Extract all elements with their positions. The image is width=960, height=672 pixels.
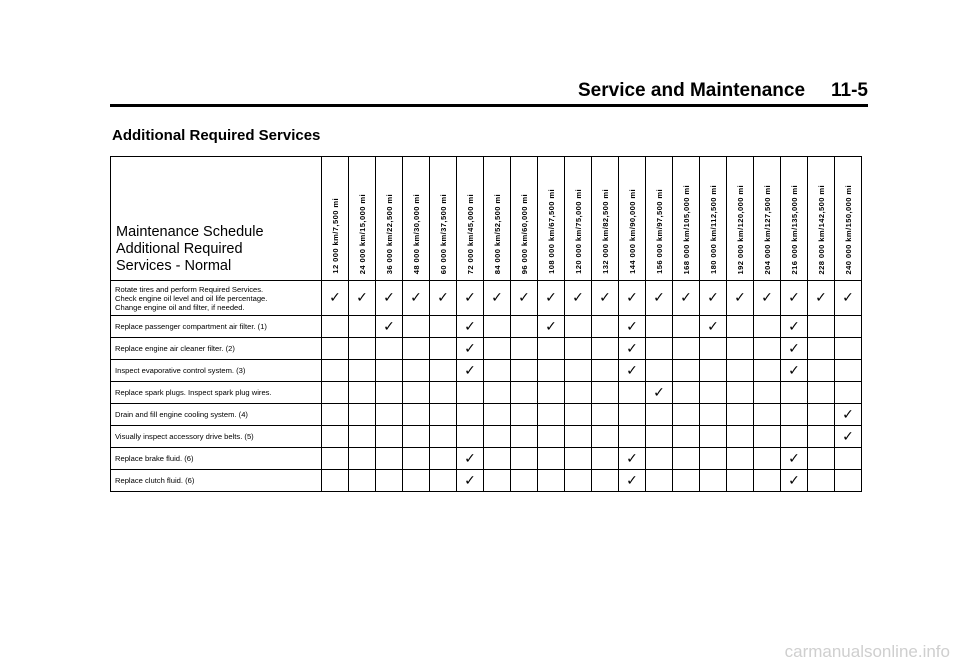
schedule-cell bbox=[538, 360, 565, 382]
service-label: Replace engine air cleaner filter. (2) bbox=[111, 338, 322, 360]
schedule-cell bbox=[565, 281, 592, 316]
checkmark-icon: ✓ bbox=[788, 472, 800, 489]
interval-column-header bbox=[619, 157, 646, 281]
schedule-cell bbox=[619, 338, 646, 360]
schedule-cell bbox=[322, 382, 349, 404]
schedule-cell bbox=[700, 426, 727, 448]
schedule-cell bbox=[808, 316, 835, 338]
schedule-cell bbox=[592, 404, 619, 426]
page-header bbox=[578, 80, 868, 104]
schedule-cell bbox=[754, 448, 781, 470]
table-row bbox=[111, 404, 862, 426]
interval-label: 228 000 km/142,500 mi bbox=[816, 184, 826, 274]
schedule-cell bbox=[376, 404, 403, 426]
schedule-cell bbox=[565, 448, 592, 470]
checkmark-icon: ✓ bbox=[383, 290, 395, 306]
schedule-cell bbox=[700, 338, 727, 360]
interval-label: 240 000 km/150,000 mi bbox=[843, 184, 853, 274]
interval-label: 24 000 km/15,000 mi bbox=[357, 193, 367, 274]
schedule-cell bbox=[430, 470, 457, 492]
checkmark-icon: ✓ bbox=[383, 318, 395, 335]
schedule-cell bbox=[727, 316, 754, 338]
schedule-cell bbox=[430, 426, 457, 448]
interval-label: 84 000 km/52,500 mi bbox=[492, 193, 502, 274]
service-label: Inspect evaporative control system. (3) bbox=[111, 360, 322, 382]
checkmark-icon: ✓ bbox=[356, 290, 368, 306]
interval-label: 60 000 km/37,500 mi bbox=[438, 193, 448, 274]
schedule-cell bbox=[619, 470, 646, 492]
schedule-cell bbox=[592, 382, 619, 404]
schedule-cell bbox=[808, 360, 835, 382]
interval-label: 48 000 km/30,000 mi bbox=[411, 193, 421, 274]
schedule-cell bbox=[835, 404, 862, 426]
checkmark-icon: ✓ bbox=[653, 290, 665, 306]
schedule-cell bbox=[376, 360, 403, 382]
table-row bbox=[111, 360, 862, 382]
schedule-cell bbox=[835, 316, 862, 338]
schedule-cell bbox=[781, 338, 808, 360]
checkmark-icon: ✓ bbox=[842, 428, 854, 445]
schedule-cell bbox=[484, 316, 511, 338]
schedule-cell bbox=[349, 426, 376, 448]
interval-column-header bbox=[673, 157, 700, 281]
schedule-cell bbox=[727, 426, 754, 448]
schedule-cell bbox=[322, 404, 349, 426]
schedule-cell bbox=[673, 448, 700, 470]
checkmark-icon: ✓ bbox=[464, 318, 476, 335]
schedule-cell bbox=[349, 316, 376, 338]
schedule-cell bbox=[754, 404, 781, 426]
schedule-cell bbox=[349, 382, 376, 404]
schedule-cell bbox=[457, 338, 484, 360]
schedule-cell bbox=[349, 338, 376, 360]
interval-column-header bbox=[349, 157, 376, 281]
interval-column-header bbox=[484, 157, 511, 281]
schedule-cell bbox=[349, 448, 376, 470]
schedule-cell bbox=[538, 470, 565, 492]
checkmark-icon: ✓ bbox=[761, 290, 773, 306]
schedule-cell bbox=[484, 360, 511, 382]
interval-label: 168 000 km/105,000 mi bbox=[681, 184, 691, 274]
service-label: Replace brake fluid. (6) bbox=[111, 448, 322, 470]
checkmark-icon: ✓ bbox=[410, 290, 422, 306]
schedule-cell bbox=[457, 316, 484, 338]
checkmark-icon: ✓ bbox=[464, 362, 476, 379]
interval-column-header bbox=[403, 157, 430, 281]
schedule-cell bbox=[619, 382, 646, 404]
interval-label: 72 000 km/45,000 mi bbox=[465, 193, 475, 274]
schedule-cell bbox=[457, 360, 484, 382]
schedule-cell bbox=[808, 281, 835, 316]
maintenance-schedule-table bbox=[110, 156, 862, 492]
checkmark-icon: ✓ bbox=[599, 290, 611, 306]
schedule-cell bbox=[646, 316, 673, 338]
checkmark-icon: ✓ bbox=[464, 450, 476, 467]
table-row bbox=[111, 316, 862, 338]
schedule-cell bbox=[754, 338, 781, 360]
schedule-cell bbox=[403, 360, 430, 382]
interval-label: 216 000 km/135,000 mi bbox=[789, 184, 799, 274]
table-row bbox=[111, 281, 862, 316]
checkmark-icon: ✓ bbox=[788, 290, 800, 306]
service-label: Replace clutch fluid. (6) bbox=[111, 470, 322, 492]
schedule-cell bbox=[619, 316, 646, 338]
schedule-cell bbox=[349, 404, 376, 426]
schedule-cell bbox=[538, 316, 565, 338]
schedule-cell bbox=[457, 470, 484, 492]
schedule-cell bbox=[808, 448, 835, 470]
schedule-cell bbox=[322, 360, 349, 382]
schedule-cell bbox=[538, 426, 565, 448]
schedule-cell bbox=[646, 338, 673, 360]
schedule-cell bbox=[754, 360, 781, 382]
schedule-cell bbox=[619, 404, 646, 426]
watermark: carmanualsonline.info bbox=[784, 642, 950, 661]
schedule-cell bbox=[457, 448, 484, 470]
schedule-cell bbox=[835, 448, 862, 470]
schedule-cell bbox=[619, 281, 646, 316]
schedule-cell bbox=[430, 316, 457, 338]
schedule-cell bbox=[565, 426, 592, 448]
schedule-cell bbox=[808, 382, 835, 404]
checkmark-icon: ✓ bbox=[842, 406, 854, 423]
interval-header-row bbox=[111, 157, 862, 281]
schedule-cell bbox=[484, 448, 511, 470]
interval-label: 36 000 km/22,500 mi bbox=[384, 193, 394, 274]
schedule-cell bbox=[403, 338, 430, 360]
schedule-cell bbox=[619, 448, 646, 470]
schedule-cell bbox=[511, 382, 538, 404]
schedule-cell bbox=[403, 281, 430, 316]
schedule-cell bbox=[835, 360, 862, 382]
checkmark-icon: ✓ bbox=[734, 290, 746, 306]
checkmark-icon: ✓ bbox=[518, 290, 530, 306]
schedule-cell bbox=[511, 281, 538, 316]
interval-label: 180 000 km/112,500 mi bbox=[708, 184, 718, 274]
checkmark-icon: ✓ bbox=[464, 290, 476, 306]
schedule-title: Maintenance Schedule Additional Required Services - Normal bbox=[116, 224, 264, 274]
schedule-cell bbox=[835, 281, 862, 316]
schedule-cell bbox=[376, 382, 403, 404]
schedule-cell bbox=[727, 281, 754, 316]
interval-column-header bbox=[538, 157, 565, 281]
checkmark-icon: ✓ bbox=[788, 318, 800, 335]
schedule-cell bbox=[349, 470, 376, 492]
schedule-cell bbox=[727, 448, 754, 470]
schedule-cell bbox=[322, 338, 349, 360]
interval-label: 144 000 km/90,000 mi bbox=[627, 189, 637, 274]
schedule-cell bbox=[457, 404, 484, 426]
schedule-cell bbox=[484, 382, 511, 404]
schedule-cell bbox=[619, 360, 646, 382]
schedule-cell bbox=[646, 470, 673, 492]
checkmark-icon: ✓ bbox=[491, 290, 503, 306]
schedule-cell bbox=[349, 281, 376, 316]
checkmark-icon: ✓ bbox=[545, 318, 557, 335]
schedule-cell bbox=[727, 338, 754, 360]
checkmark-icon: ✓ bbox=[626, 290, 638, 306]
schedule-cell bbox=[511, 426, 538, 448]
checkmark-icon: ✓ bbox=[707, 290, 719, 306]
schedule-cell bbox=[376, 338, 403, 360]
schedule-cell bbox=[781, 316, 808, 338]
section-title: Additional Required Services bbox=[112, 127, 321, 144]
table-row bbox=[111, 448, 862, 470]
interval-column-header bbox=[808, 157, 835, 281]
schedule-cell bbox=[754, 426, 781, 448]
schedule-cell bbox=[700, 382, 727, 404]
checkmark-icon: ✓ bbox=[788, 450, 800, 467]
chapter-title: Service and Maintenance bbox=[578, 80, 806, 101]
schedule-cell bbox=[835, 470, 862, 492]
checkmark-icon: ✓ bbox=[788, 362, 800, 379]
interval-column-header bbox=[727, 157, 754, 281]
schedule-cell bbox=[322, 281, 349, 316]
schedule-cell bbox=[700, 404, 727, 426]
interval-label: 12 000 km/7,500 mi bbox=[330, 198, 340, 274]
checkmark-icon: ✓ bbox=[626, 362, 638, 379]
schedule-cell bbox=[592, 338, 619, 360]
schedule-cell bbox=[727, 470, 754, 492]
interval-column-header bbox=[646, 157, 673, 281]
schedule-cell bbox=[376, 426, 403, 448]
schedule-cell bbox=[538, 448, 565, 470]
schedule-cell bbox=[673, 338, 700, 360]
header-rule bbox=[110, 104, 868, 107]
schedule-cell bbox=[592, 470, 619, 492]
schedule-cell bbox=[403, 426, 430, 448]
schedule-cell bbox=[646, 382, 673, 404]
checkmark-icon: ✓ bbox=[626, 340, 638, 357]
schedule-cell bbox=[646, 448, 673, 470]
schedule-cell bbox=[484, 338, 511, 360]
schedule-cell bbox=[376, 281, 403, 316]
schedule-cell bbox=[592, 448, 619, 470]
schedule-cell bbox=[727, 360, 754, 382]
schedule-cell bbox=[673, 470, 700, 492]
checkmark-icon: ✓ bbox=[464, 340, 476, 357]
page-number: 11-5 bbox=[831, 80, 868, 101]
schedule-cell bbox=[457, 382, 484, 404]
schedule-cell bbox=[511, 448, 538, 470]
schedule-cell bbox=[484, 404, 511, 426]
interval-label: 156 000 km/97,500 mi bbox=[654, 189, 664, 274]
schedule-cell bbox=[754, 316, 781, 338]
schedule-cell bbox=[673, 281, 700, 316]
schedule-cell bbox=[565, 470, 592, 492]
schedule-cell bbox=[592, 360, 619, 382]
table-corner-cell bbox=[111, 157, 322, 281]
schedule-cell bbox=[754, 382, 781, 404]
interval-column-header bbox=[565, 157, 592, 281]
schedule-cell bbox=[673, 360, 700, 382]
schedule-cell bbox=[457, 426, 484, 448]
schedule-cell bbox=[781, 404, 808, 426]
schedule-cell bbox=[484, 426, 511, 448]
checkmark-icon: ✓ bbox=[626, 318, 638, 335]
service-label: Rotate tires and perform Required Services. Check engine oil level and oil life percentage. Change engine oil and filter, if needed. bbox=[111, 281, 322, 316]
schedule-cell bbox=[430, 404, 457, 426]
schedule-cell bbox=[376, 470, 403, 492]
schedule-cell bbox=[403, 316, 430, 338]
checkmark-icon: ✓ bbox=[437, 290, 449, 306]
schedule-cell bbox=[781, 281, 808, 316]
schedule-cell bbox=[457, 281, 484, 316]
interval-label: 108 000 km/67,500 mi bbox=[546, 189, 556, 274]
schedule-cell bbox=[646, 404, 673, 426]
schedule-cell bbox=[565, 382, 592, 404]
schedule-cell bbox=[322, 448, 349, 470]
interval-column-header bbox=[457, 157, 484, 281]
schedule-cell bbox=[538, 338, 565, 360]
checkmark-icon: ✓ bbox=[707, 318, 719, 335]
table-row bbox=[111, 470, 862, 492]
checkmark-icon: ✓ bbox=[329, 290, 341, 306]
schedule-cell bbox=[565, 404, 592, 426]
interval-column-header bbox=[592, 157, 619, 281]
checkmark-icon: ✓ bbox=[626, 450, 638, 467]
interval-column-header bbox=[322, 157, 349, 281]
checkmark-icon: ✓ bbox=[464, 472, 476, 489]
checkmark-icon: ✓ bbox=[815, 290, 827, 306]
schedule-cell bbox=[781, 382, 808, 404]
interval-label: 204 000 km/127,500 mi bbox=[762, 184, 772, 274]
schedule-cell bbox=[781, 448, 808, 470]
schedule-cell bbox=[727, 382, 754, 404]
schedule-cell bbox=[484, 470, 511, 492]
schedule-cell bbox=[808, 470, 835, 492]
interval-label: 132 000 km/82,500 mi bbox=[600, 189, 610, 274]
schedule-cell bbox=[592, 426, 619, 448]
interval-column-header bbox=[781, 157, 808, 281]
schedule-cell bbox=[403, 448, 430, 470]
schedule-cell bbox=[511, 338, 538, 360]
schedule-cell bbox=[538, 404, 565, 426]
schedule-cell bbox=[673, 382, 700, 404]
interval-column-header bbox=[430, 157, 457, 281]
schedule-cell bbox=[322, 316, 349, 338]
schedule-cell bbox=[511, 470, 538, 492]
schedule-cell bbox=[376, 448, 403, 470]
schedule-cell bbox=[511, 316, 538, 338]
table-row bbox=[111, 426, 862, 448]
schedule-cell bbox=[538, 382, 565, 404]
schedule-cell bbox=[700, 316, 727, 338]
schedule-cell bbox=[646, 360, 673, 382]
service-label: Visually inspect accessory drive belts. (5) bbox=[111, 426, 322, 448]
schedule-cell bbox=[781, 360, 808, 382]
schedule-cell bbox=[646, 426, 673, 448]
interval-column-header bbox=[835, 157, 862, 281]
interval-label: 120 000 km/75,000 mi bbox=[573, 189, 583, 274]
schedule-cell bbox=[430, 382, 457, 404]
checkmark-icon: ✓ bbox=[788, 340, 800, 357]
schedule-cell bbox=[646, 281, 673, 316]
interval-column-header bbox=[754, 157, 781, 281]
schedule-cell bbox=[673, 316, 700, 338]
schedule-cell bbox=[538, 281, 565, 316]
schedule-cell bbox=[430, 360, 457, 382]
schedule-cell bbox=[673, 404, 700, 426]
interval-column-header bbox=[700, 157, 727, 281]
schedule-cell bbox=[565, 360, 592, 382]
schedule-cell bbox=[430, 448, 457, 470]
schedule-cell bbox=[700, 448, 727, 470]
schedule-cell bbox=[430, 281, 457, 316]
schedule-cell bbox=[430, 338, 457, 360]
schedule-cell bbox=[700, 470, 727, 492]
interval-column-header bbox=[511, 157, 538, 281]
interval-label: 192 000 km/120,000 mi bbox=[735, 184, 745, 274]
schedule-cell bbox=[808, 404, 835, 426]
checkmark-icon: ✓ bbox=[680, 290, 692, 306]
schedule-cell bbox=[592, 316, 619, 338]
checkmark-icon: ✓ bbox=[626, 472, 638, 489]
schedule-cell bbox=[484, 281, 511, 316]
schedule-cell bbox=[700, 360, 727, 382]
schedule-cell bbox=[808, 426, 835, 448]
schedule-cell bbox=[781, 426, 808, 448]
checkmark-icon: ✓ bbox=[545, 290, 557, 306]
schedule-cell bbox=[808, 338, 835, 360]
schedule-cell bbox=[349, 360, 376, 382]
checkmark-icon: ✓ bbox=[842, 290, 854, 306]
checkmark-icon: ✓ bbox=[572, 290, 584, 306]
schedule-cell bbox=[565, 316, 592, 338]
service-label: Replace spark plugs. Inspect spark plug wires. bbox=[111, 382, 322, 404]
schedule-cell bbox=[781, 470, 808, 492]
schedule-cell bbox=[727, 404, 754, 426]
service-label: Drain and fill engine cooling system. (4) bbox=[111, 404, 322, 426]
table-row bbox=[111, 382, 862, 404]
schedule-cell bbox=[835, 382, 862, 404]
interval-label: 96 000 km/60,000 mi bbox=[519, 193, 529, 274]
schedule-cell bbox=[322, 426, 349, 448]
schedule-cell bbox=[835, 426, 862, 448]
schedule-cell bbox=[403, 404, 430, 426]
schedule-cell bbox=[592, 281, 619, 316]
schedule-cell bbox=[754, 281, 781, 316]
schedule-cell bbox=[403, 382, 430, 404]
schedule-cell bbox=[511, 404, 538, 426]
schedule-cell bbox=[835, 338, 862, 360]
interval-column-header bbox=[376, 157, 403, 281]
schedule-cell bbox=[376, 316, 403, 338]
table-row bbox=[111, 338, 862, 360]
schedule-cell bbox=[511, 360, 538, 382]
schedule-cell bbox=[565, 338, 592, 360]
schedule-cell bbox=[700, 281, 727, 316]
schedule-cell bbox=[673, 426, 700, 448]
schedule-cell bbox=[403, 470, 430, 492]
schedule-cell bbox=[619, 426, 646, 448]
schedule-cell bbox=[322, 470, 349, 492]
schedule-cell bbox=[754, 470, 781, 492]
checkmark-icon: ✓ bbox=[653, 384, 665, 401]
service-label: Replace passenger compartment air filter. (1) bbox=[111, 316, 322, 338]
